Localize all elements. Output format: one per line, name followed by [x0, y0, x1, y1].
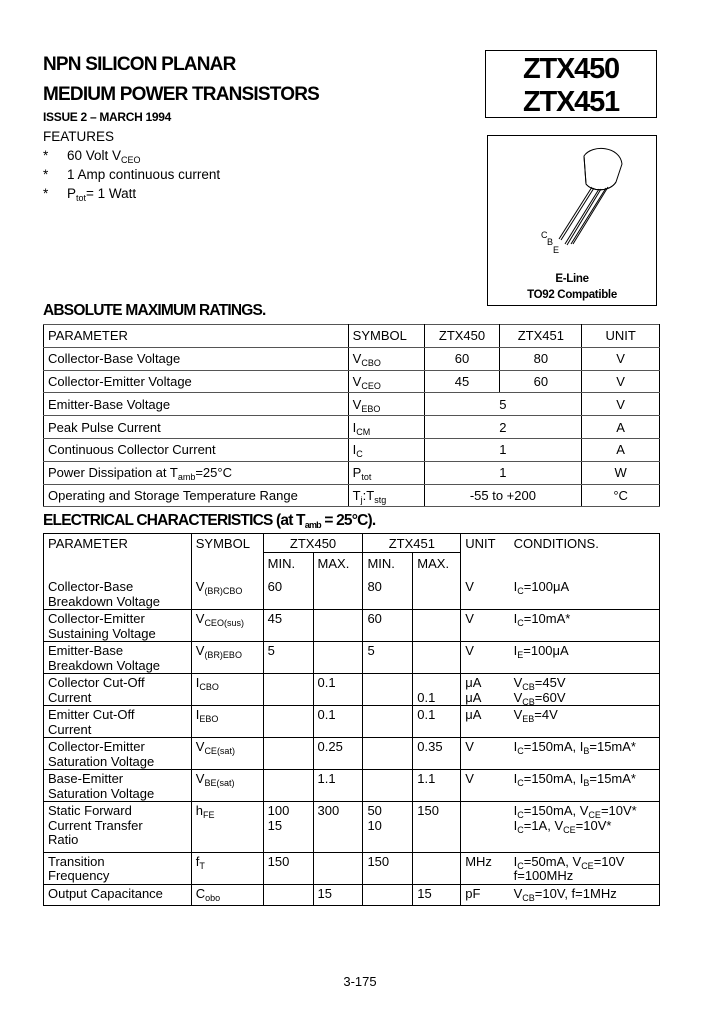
ec-row: Collector Cut-Off Current $I_{CBO}$ 0.1 0.1 μA μA $V_{CB}=45V$ $V_{CB}=60V$: [44, 674, 660, 706]
ec-row: Output Capacitance $C_{obo}$ 15 15 pF $V_{CB}=10V$, f=1MHz: [44, 884, 660, 906]
features-title: FEATURES: [43, 129, 115, 144]
ec-row: Collector-Emitter Saturation Voltage $V_{CE(sat)}$ 0.25 0.35 V $I_C=150mA$, $I_B=15mA*$: [44, 738, 660, 770]
amr-row: Power Dissipation at $T_{amb}=25^\circ C$ $P_{tot}$ 1 W: [44, 461, 660, 484]
to92-package-icon: [488, 136, 656, 266]
feature-3: * $P_{tot}= 1$ Watt: [43, 186, 137, 203]
part-number-box: [485, 50, 657, 118]
amr-row: Collector-Base Voltage $V_{CBO}$ 60 80 V: [44, 347, 660, 370]
issue-date: ISSUE 2 – MARCH 1994: [43, 110, 172, 124]
amr-row: Collector-Emitter Voltage $V_{CEO}$ 45 60 V: [44, 370, 660, 393]
title-line-1: NPN SILICON PLANAR: [43, 54, 236, 75]
page-number: 3-175: [343, 974, 377, 989]
pin-b-label: B: [547, 237, 554, 247]
ec-row: Collector-Base Breakdown Voltage $V_{(BR)CBO}$ 60 80 V $I_C=100\mu A$: [48, 579, 570, 609]
amr-row: Peak Pulse Current $I_{CM}$ 2 A: [44, 416, 660, 439]
package-label-2: TO92 Compatible: [527, 289, 617, 301]
ec-row: Emitter-Base Breakdown Voltage $V_{(BR)EBO}$ 5 5 V $I_E=100\mu A$: [44, 642, 660, 674]
ec-row: Base-Emitter Saturation Voltage $V_{BE(sat)}$ 1.1 1.1 V $I_C=150mA$, $I_B=15mA*$: [44, 770, 660, 802]
part-number-2: ZTX451: [523, 86, 619, 118]
pin-e-label: E: [553, 245, 560, 255]
ec-row: Static Forward Current Transfer Ratio $h_{FE}$ 100 15 300 50 10 150 $I_C=150mA$, $V_{CE}=10V*$ $I_C=1A$, $V_{CE}=10V*$: [44, 802, 660, 853]
ec-row: Transition Frequency $f_T$ 150 150 MHz $I_C=50mA$, $V_{CE}=10V$ f=100MHz: [44, 852, 660, 884]
package-box: [487, 135, 657, 306]
amr-row: Continuous Collector Current $I_C$ 1 A: [44, 438, 660, 461]
amr-heading: ABSOLUTE MAXIMUM RATINGS.: [43, 302, 266, 319]
title-line-2: MEDIUM POWER TRANSISTORS: [43, 84, 320, 105]
ec-heading: ELECTRICAL CHARACTERISTICS (at $T_{amb} = 25^\circ C$).: [43, 512, 376, 530]
amr-header-row: PARAMETER SYMBOL ZTX450 ZTX451 UNIT: [44, 325, 660, 348]
amr-row: Emitter-Base Voltage $V_{EBO}$ 5 V: [44, 393, 660, 416]
ec-header-row: PARAMETER SYMBOL ZTX450 ZTX451 UNIT CONDITIONS.: [44, 534, 660, 553]
feature-2: * 1 Amp continuous current: [43, 167, 221, 182]
feature-1: * 60 Volt $V_{CEO}$: [43, 148, 141, 165]
package-label-1: E-Line: [555, 273, 589, 285]
pin-c-label: C: [541, 230, 548, 240]
ec-row: Emitter Cut-Off Current $I_{EBO}$ 0.1 0.1 μA $V_{EB}=4V$: [44, 706, 660, 738]
amr-row: Operating and Storage Temperature Range $T_j:T_{stg}$ -55 to +200 °C: [44, 484, 660, 507]
ec-row: Collector-Emitter Sustaining Voltage $V_{CEO(sus)}$ 45 60 V $I_C=10mA*$: [44, 610, 660, 642]
ec-minmax-row: MIN. MAX. MIN. MAX.: [44, 552, 660, 574]
ec-table: [43, 533, 660, 906]
amr-table: [43, 324, 660, 507]
part-number-1: ZTX450: [523, 53, 619, 85]
